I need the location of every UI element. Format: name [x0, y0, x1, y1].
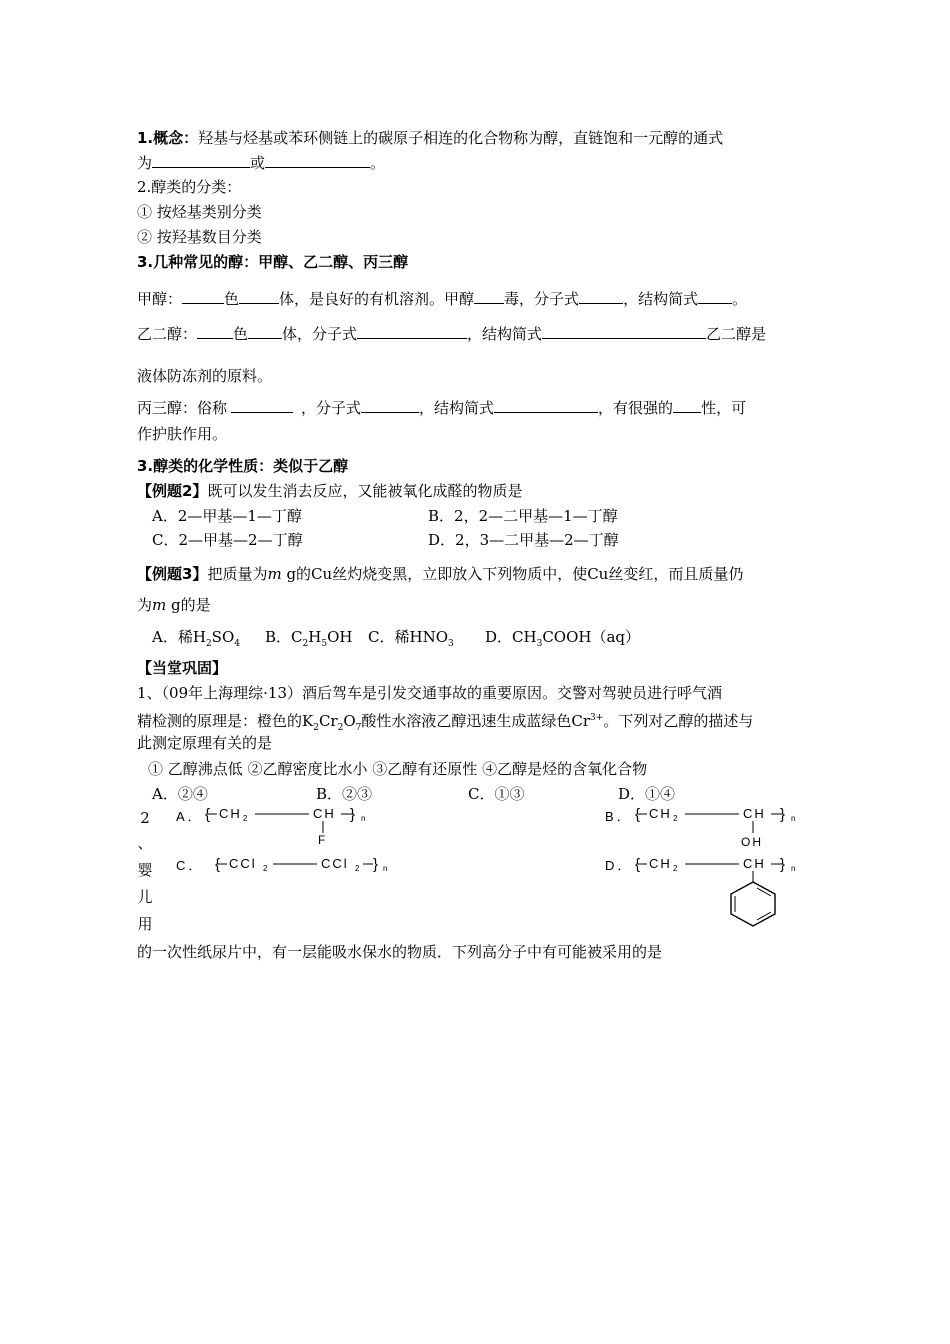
- svg-text:F: F: [318, 833, 326, 847]
- example-3-mass-var: m: [267, 565, 282, 583]
- methanol-text-4: 毒，分子式: [504, 290, 580, 308]
- practice-q1-text-e: 。下列对乙醇的描述与: [603, 712, 754, 730]
- polymer-structure-d: [635, 850, 815, 930]
- practice-q2-vertical-1: 2: [140, 809, 150, 827]
- practice-q1-text-a: 精检测的原理是：橙色的K: [137, 712, 314, 730]
- glycerol-text-3: ，结构简式: [419, 399, 495, 417]
- methanol-blank-state[interactable]: [239, 289, 279, 304]
- example-3-option-a-text: A．稀: [152, 628, 193, 646]
- svg-text:CH: CH: [219, 806, 242, 821]
- svg-text:2: 2: [673, 814, 678, 823]
- methanol-label: 甲醇：: [137, 290, 183, 308]
- example-3-text-1: 把质量为: [207, 565, 268, 583]
- example-3-mass-var-2: m: [152, 596, 167, 614]
- glycol-blank-structure[interactable]: [542, 324, 706, 339]
- glycol-label: 乙二醇：: [137, 325, 198, 343]
- svg-text:n: n: [791, 814, 796, 823]
- formula-blank-2[interactable]: [265, 153, 370, 168]
- svg-text:CH: CH: [743, 806, 766, 821]
- example-3-option-d[interactable]: D．$CH_3COOH(aq)$: [485, 628, 641, 649]
- practice-q2-vertical-4: 儿: [137, 888, 153, 906]
- methanol-text-2: 色: [224, 290, 240, 308]
- example-2-label: 【例题2】: [137, 482, 208, 500]
- example-3-option-d-text: D．CH: [485, 628, 537, 646]
- polymer-option-b-label[interactable]: B．: [605, 809, 633, 824]
- svg-text:{: {: [635, 806, 641, 823]
- svg-text:{: {: [205, 806, 211, 823]
- practice-q1-text-c: O: [343, 712, 356, 730]
- glycol-text-4: ，结构简式: [467, 325, 543, 343]
- glycerol-text-5: 性，可: [701, 399, 747, 417]
- polymer-option-c-label[interactable]: C．: [176, 858, 205, 873]
- svg-text:CH: CH: [649, 806, 672, 821]
- practice-q2-vertical-5: 用: [137, 915, 153, 933]
- svg-text:}: }: [780, 856, 786, 873]
- polymer-structure-a: [205, 800, 375, 850]
- classification-item-2: ② 按羟基数目分类: [137, 228, 262, 246]
- glycerol-blank-formula[interactable]: [361, 398, 419, 413]
- classification-title-text: 2.醇类的分类：: [137, 178, 242, 196]
- glycol-text-3: 体，分子式: [282, 325, 358, 343]
- glycol-blank-formula[interactable]: [357, 324, 467, 339]
- example-3-label: 【例题3】: [137, 565, 208, 583]
- glycerol-line: [137, 398, 746, 418]
- chem-props-title: 3.醇类的化学性质：类似于乙醇: [137, 457, 349, 475]
- example-3-option-b[interactable]: B．$C_2H_5OH$: [265, 628, 353, 649]
- svg-text:2: 2: [263, 864, 268, 873]
- example-3-option-d-text-2: COOH（aq）: [542, 628, 641, 646]
- example-3-option-b-text: B．C: [265, 628, 303, 646]
- glycerol-text-2: ，分子式: [301, 399, 362, 417]
- methanol-line: [137, 289, 747, 309]
- classification-title: [137, 177, 241, 197]
- svg-text:2: 2: [355, 864, 360, 873]
- practice-q1-line-3: 此测定原理有关的是: [137, 734, 273, 752]
- glycerol-line-2: 作护肤作用。: [137, 425, 228, 443]
- example-3-option-c[interactable]: C．稀$HNO_3$: [368, 628, 454, 649]
- practice-title: 【当堂巩固】: [137, 659, 228, 677]
- concept-line: [137, 128, 723, 148]
- glycol-blank-state[interactable]: [248, 324, 282, 339]
- example-2-option-c[interactable]: C．2—甲基—2—丁醇: [152, 531, 303, 549]
- example-3-question-2: [137, 595, 211, 615]
- svg-text:CCl: CCl: [229, 856, 257, 871]
- glycerol-label: 丙三醇：俗称: [137, 399, 228, 417]
- example-3-option-c-text: C．稀: [368, 628, 410, 646]
- glycerol-blank-property[interactable]: [673, 398, 701, 413]
- glycol-text-2: 色: [233, 325, 249, 343]
- polymer-option-d-label[interactable]: D．: [605, 858, 634, 873]
- practice-q1-line-2: 精检测的原理是：橙色的$K_2Cr_2O_7$酸性水溶液乙醇迅速生成蓝绿色$Cr^{3+}$。下列对乙醇的描述与: [137, 712, 754, 733]
- glycol-text-5: 乙二醇是: [706, 325, 767, 343]
- practice-q1-text-b: Cr: [318, 712, 338, 730]
- svg-text:CH: CH: [649, 856, 672, 871]
- formula-blank-1[interactable]: [152, 153, 250, 168]
- svg-text:2: 2: [243, 814, 248, 823]
- methanol-blank-structure[interactable]: [698, 289, 732, 304]
- svg-text:n: n: [383, 864, 388, 873]
- example-2-option-a[interactable]: A．2—甲基—1—丁醇: [152, 507, 302, 525]
- formula-or: 或: [250, 154, 266, 172]
- practice-q1-option-c[interactable]: C．①③: [468, 785, 525, 803]
- glycol-blank-color[interactable]: [197, 324, 233, 339]
- classification-item-1: ① 按烃基类别分类: [137, 203, 262, 221]
- example-2-option-d[interactable]: D．2，3—二甲基—2—丁醇: [428, 531, 619, 549]
- methanol-text-6: 。: [732, 290, 748, 308]
- example-2-text: 既可以发生消去反应，又能被氧化成醛的物质是: [207, 482, 523, 500]
- formula-prefix: 为: [137, 154, 153, 172]
- glycerol-text-4: ，有很强的: [598, 399, 674, 417]
- practice-q2-stem: 的一次性纸尿片中，有一层能吸水保水的物质．下列高分子中有可能被采用的是: [137, 943, 663, 961]
- glycerol-blank-structure[interactable]: [494, 398, 598, 413]
- svg-text:n: n: [361, 814, 366, 823]
- svg-text:CH: CH: [313, 806, 336, 821]
- svg-text:CCl: CCl: [321, 856, 349, 871]
- svg-text:{: {: [215, 856, 221, 873]
- svg-text:}: }: [350, 806, 356, 823]
- polymer-structure-c: [215, 850, 405, 880]
- practice-q1-option-d[interactable]: D．①④: [618, 785, 676, 803]
- practice-q2-vertical-3: 婴: [137, 861, 153, 879]
- example-2-question: [137, 481, 522, 501]
- svg-text:CH: CH: [743, 856, 766, 871]
- svg-text:2: 2: [673, 864, 678, 873]
- svg-text:}: }: [373, 856, 379, 873]
- practice-q1-line-1: 1、（09年上海理综·13）酒后驾车是引发交通事故的重要原因。交警对驾驶员进行呼气酒: [137, 684, 722, 702]
- methanol-text-5: ，结构简式: [623, 290, 699, 308]
- methanol-blank-formula[interactable]: [579, 289, 623, 304]
- concept-text: 羟基与烃基或苯环侧链上的碳原子相连的化合物称为醇，直链饱和一元醇的通式: [198, 129, 724, 147]
- example-3-text-2: g的Cu丝灼烧变黑，立即放入下列物质中，使Cu丝变红，而且质量仍: [281, 565, 744, 583]
- svg-text:n: n: [791, 864, 796, 873]
- example-3-text-3: 为: [137, 596, 153, 614]
- methanol-text-3: 体，是良好的有机溶剂。甲醇: [279, 290, 475, 308]
- common-alcohols-title: 3.几种常见的醇：甲醇、乙二醇、丙三醇: [137, 253, 409, 271]
- practice-q1-line-4: ① 乙醇沸点低 ②乙醇密度比水小 ③乙醇有还原性 ④乙醇是烃的含氧化合物: [148, 760, 648, 778]
- methanol-blank-color[interactable]: [182, 289, 224, 304]
- methanol-blank-toxicity[interactable]: [474, 289, 504, 304]
- glycerol-blank-name[interactable]: [231, 398, 293, 413]
- example-3-text-4: g的是: [166, 596, 211, 614]
- example-3-option-a[interactable]: A．稀$H_2SO_4$: [152, 628, 240, 649]
- formula-period: 。: [370, 154, 386, 172]
- concept-label: 1.概念：: [137, 129, 199, 147]
- practice-q1-option-b[interactable]: B．②③: [316, 785, 373, 803]
- glycol-line: [137, 324, 766, 344]
- polymer-structure-b: [635, 800, 815, 850]
- polymer-option-a-label[interactable]: A．: [176, 809, 204, 824]
- svg-text:OH: OH: [741, 835, 763, 849]
- practice-q2-vertical-2: 、: [137, 834, 153, 852]
- svg-text:}: }: [780, 806, 786, 823]
- example-3-question: [137, 564, 743, 584]
- practice-q1-option-a[interactable]: A．②④: [152, 785, 208, 803]
- svg-text:{: {: [635, 856, 641, 873]
- example-2-option-b[interactable]: B．2，2—二甲基—1—丁醇: [428, 507, 618, 525]
- practice-q1-text-d: 酸性水溶液乙醇迅速生成蓝绿色Cr: [361, 712, 591, 730]
- formula-line: [137, 153, 385, 173]
- glycol-line-2: 液体防冻剂的原料。: [137, 367, 273, 385]
